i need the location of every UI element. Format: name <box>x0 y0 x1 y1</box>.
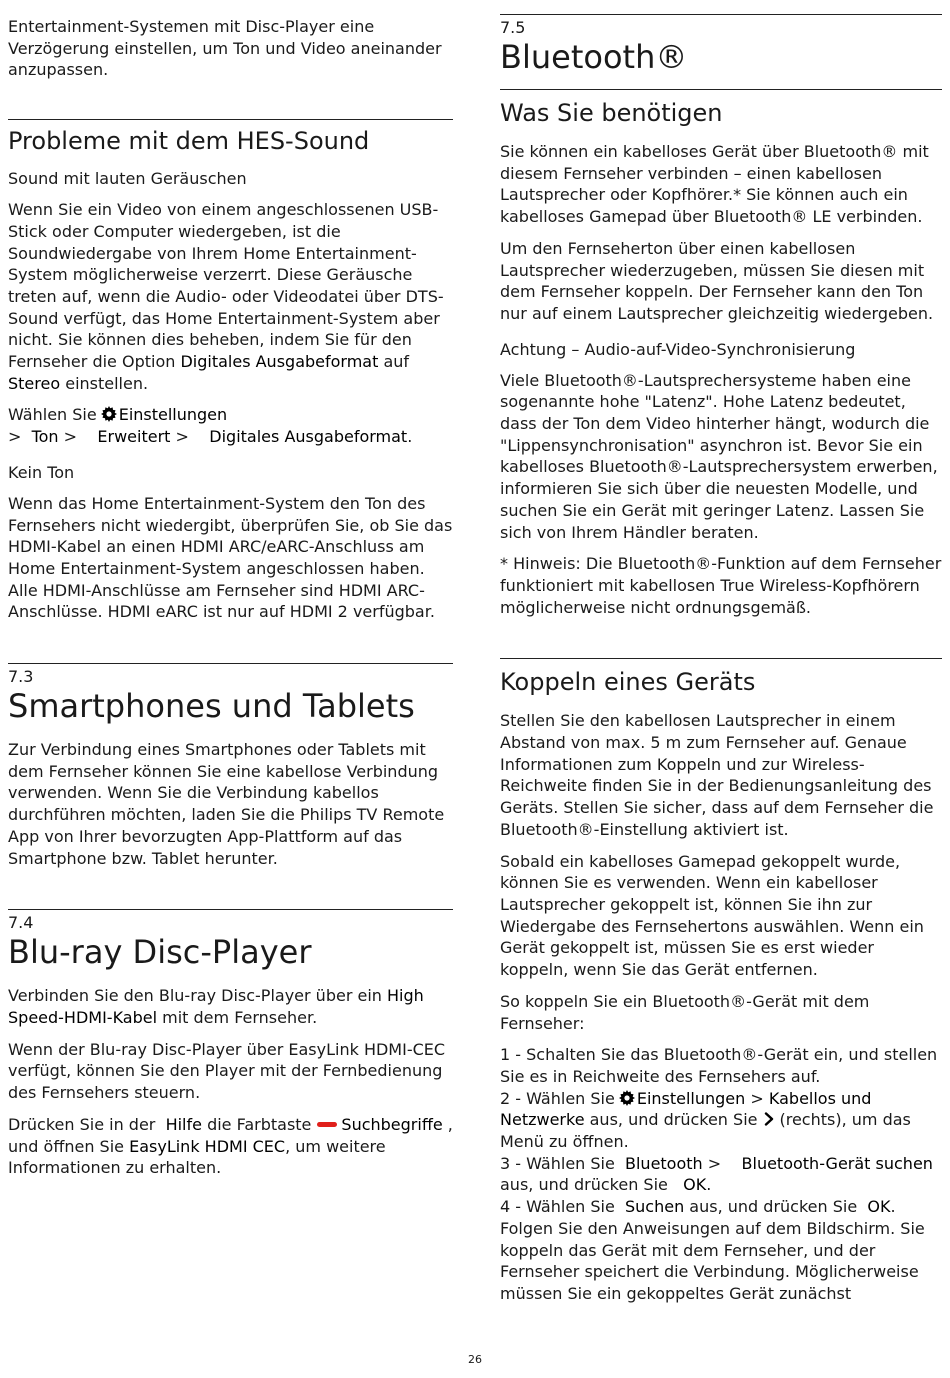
subsection-divider <box>500 658 942 659</box>
text: 2 - Wählen Sie <box>500 1088 615 1108</box>
pairing-step-1: 1 - Schalten Sie das Bluetooth®-Gerät ein, und stellen Sie es in Reichweite des Fernsehers auf. <box>500 1045 938 1086</box>
smartphones-paragraph: Zur Verbindung eines Smartphones oder Tablets mit dem Fernseher können Sie eine kabellose Verbindung verwenden. Wenn Sie die Verbindung kabellos durchführen möchten, laden Sie die Philips TV Remote App von Ihrer bevorzugten App-Plattform auf das Smartphone bzw. Tablet herunter. <box>8 740 445 868</box>
section-number: 7.4 <box>8 913 34 933</box>
section-number: 7.3 <box>8 667 34 687</box>
section-divider <box>8 119 453 120</box>
text: , um weitere Informationen zu erhalten. <box>8 1136 386 1178</box>
separator: > <box>750 1088 764 1108</box>
text: 3 - Wählen Sie <box>500 1153 615 1173</box>
bold-term: Suchen <box>625 1197 685 1217</box>
text: aus, und drücken Sie <box>584 1110 758 1130</box>
hes-paragraph-noise <box>8 199 453 394</box>
bold-term: Kabellos und Netzwerke <box>500 1088 872 1130</box>
requirements-title: Was Sie benötigen <box>500 99 723 127</box>
bluray-paragraph-2: Wenn der Blu-ray Disc-Player über EasyLink HDMI-CEC verfügt, können Sie den Player mit der Fernbedienung des Fernsehers steuern. <box>8 1039 446 1103</box>
nav-ton: Ton <box>31 427 59 447</box>
text: . <box>706 1175 712 1195</box>
text: die Farbtaste <box>207 1114 312 1134</box>
separator: > <box>63 427 78 447</box>
separator: > <box>175 427 189 447</box>
bold-term: High Speed-HDMI-Kabel <box>8 986 424 1027</box>
bluetooth-paragraph-1: Sie können ein kabelloses Gerät über Bluetooth® mit diesem Fernseher verbinden – einen kabellosen Lautsprecher oder Kopfhörer.* Sie können auch ein kabelloses Gamepad über Bluetooth® LE verbinden. <box>500 142 929 227</box>
text: . <box>407 427 413 447</box>
text: Drücken Sie in der <box>8 1114 156 1134</box>
text: Verbinden Sie den Blu-ray Disc-Player über ein <box>8 986 387 1006</box>
bluetooth-title: Bluetooth® <box>500 38 688 76</box>
section-divider <box>500 14 942 15</box>
subsection-divider <box>500 89 942 90</box>
text: einstellen. <box>60 373 149 393</box>
bold-term: Stereo <box>8 373 61 393</box>
nav-settings: Einstellungen <box>118 405 228 425</box>
settings-path <box>8 404 453 447</box>
bluetooth-paragraph-3: Viele Bluetooth®-Lautsprechersysteme haben eine sogenannte hohe "Latenz". Hohe Latenz bedeutet, dass der Ton dem Video hinterher hängt, wodurch die "Lippensynchronisation" asynchron ist. Bevor Sie ein kabelloses Bluetooth®-Lautsprechersystem erwerben, informieren Sie sich über die neuesten Modelle, und suchen Sie ein Gerät mit geringer Latenz. Lassen Sie sich von Ihrem Händler beraten. <box>500 370 938 542</box>
text: . Folgen Sie den Anweisungen auf dem Bildschirm. Sie koppeln das Gerät mit dem Fernseher, und der Fernseher speichert die Verbindung. Möglicherweise müssen Sie ein gekoppeltes Gerät zunächst <box>500 1197 925 1303</box>
chevron-right-icon <box>763 1112 775 1126</box>
hes-title: Probleme mit dem HES-Sound <box>8 127 370 156</box>
text: aus, und drücken Sie <box>500 1175 668 1195</box>
bluray-paragraph-3 <box>8 1114 453 1179</box>
text: (rechts), um das Menü zu öffnen. <box>500 1110 911 1152</box>
text: Wählen Sie <box>8 405 97 425</box>
av-sync-subtitle: Achtung – Audio-auf-Video-Synchronisierung <box>500 339 856 359</box>
smartphones-title: Smartphones und Tablets <box>8 687 415 726</box>
pairing-paragraph-3: So koppeln Sie ein Bluetooth®-Gerät mit dem Fernseher: <box>500 991 870 1033</box>
text: mit dem Fernseher. <box>157 1007 318 1027</box>
hes-paragraph-nosound: Wenn das Home Entertainment-System den Ton des Fernsehers nicht wiedergibt, überprüfen Sie, ob Sie das HDMI-Kabel an einen HDMI ARC/eARC-Anschluss am Home Entertainment-System angeschlossen haben. Alle HDMI-Anschlüsse am Fernseher sind HDMI ARC-Anschlüsse. HDMI eARC ist nur auf HDMI 2 verfügbar. <box>8 493 453 622</box>
pairing-title: Koppeln eines Geräts <box>500 668 756 697</box>
page-number: 26 <box>468 1353 482 1366</box>
hes-subtitle-noise: Sound mit lauten Geräuschen <box>8 169 247 189</box>
intro-paragraph: Entertainment-Systemen mit Disc-Player eine Verzögerung einstellen, um Ton und Video aneinander anzupassen. <box>8 17 442 80</box>
pairing-paragraph-2: Sobald ein kabelloses Gamepad gekoppelt wurde, können Sie es verwenden. Wenn ein kabelloser Lautsprecher gekoppelt ist, können Sie ihn zur Wiedergabe des Fernsehertons auswählen. Wenn ein Gerät gekoppelt ist, müssen Sie es erst wieder koppeln, wenn Sie das Gerät entfernen. <box>500 851 924 980</box>
text: 4 - Wählen Sie <box>500 1197 615 1217</box>
bold-term: Digitales Ausgabeformat <box>180 352 379 372</box>
gear-icon <box>101 406 117 422</box>
right-column <box>500 0 942 1305</box>
nav-erweitert: Erweitert <box>97 427 171 447</box>
separator: > <box>8 427 22 447</box>
bluray-paragraph-1 <box>8 985 453 1028</box>
pairing-paragraph-1: Stellen Sie den kabellosen Lautsprecher in einem Abstand von max. 5 m zum Fernseher auf. Genaue Informationen zum Koppeln und zur Wireless-Reichweite finden Sie in der Bedienungsanleitung des Geräts. Stellen Sie sicher, dass auf dem Fernseher die Bluetooth®-Einstellung aktiviert ist. <box>500 711 934 839</box>
bold-term: Suchbegriffe <box>341 1114 443 1134</box>
bold-term: Bluetooth-Gerät suchen <box>741 1153 933 1173</box>
bluetooth-paragraph-2: Um den Fernseherton über einen kabellosen Lautsprecher wiederzugeben, müssen Sie diesen mit dem Fernseher koppeln. Der Fernseher kann den Ton nur auf einem Lautsprecher gleichzeitig wiedergeben. <box>500 238 934 323</box>
bluetooth-note: * Hinweis: Die Bluetooth®-Funktion auf dem Fernseher funktioniert mit kabellosen True Wireless-Kopfhörern möglicherweise nicht ordnungsgemäß. <box>500 554 942 617</box>
section-divider <box>8 909 453 910</box>
ok-key: OK <box>867 1197 891 1217</box>
gear-icon <box>619 1090 635 1106</box>
separator: > <box>707 1153 722 1173</box>
bold-term: Hilfe <box>165 1114 202 1134</box>
nav-settings: Einstellungen <box>636 1088 746 1108</box>
pairing-step-4 <box>500 1196 942 1305</box>
section-divider <box>8 663 453 664</box>
bold-term: Bluetooth <box>625 1153 703 1173</box>
bold-term: EasyLink HDMI CEC <box>129 1136 286 1156</box>
left-column <box>8 0 453 1179</box>
text: , und öffnen Sie <box>8 1114 453 1156</box>
text: Wenn Sie ein Video von einem angeschlossenen USB-Stick oder Computer wiedergeben, ist die Soundwiedergabe von Ihrem Home Entertainment-System möglicherweise verzerrt. Diese Geräusche treten auf, wenn die Audio- oder Videodatei über DTS-Sound verfügt, das Home Entertainment-System aber nicht. Sie können dies beheben, indem Sie für den Fernseher die Option <box>8 200 444 372</box>
hes-subtitle-nosound: Kein Ton <box>8 462 75 482</box>
bluray-title: Blu-ray Disc-Player <box>8 933 312 972</box>
pairing-step-3 <box>500 1153 942 1196</box>
section-number: 7.5 <box>500 18 526 37</box>
pairing-step-2 <box>500 1088 942 1153</box>
text: aus, und drücken Sie <box>684 1197 858 1217</box>
ok-key: OK <box>683 1175 707 1195</box>
text: auf <box>378 352 410 372</box>
red-color-key-icon <box>317 1122 337 1127</box>
nav-format: Digitales Ausgabeformat <box>209 427 408 447</box>
